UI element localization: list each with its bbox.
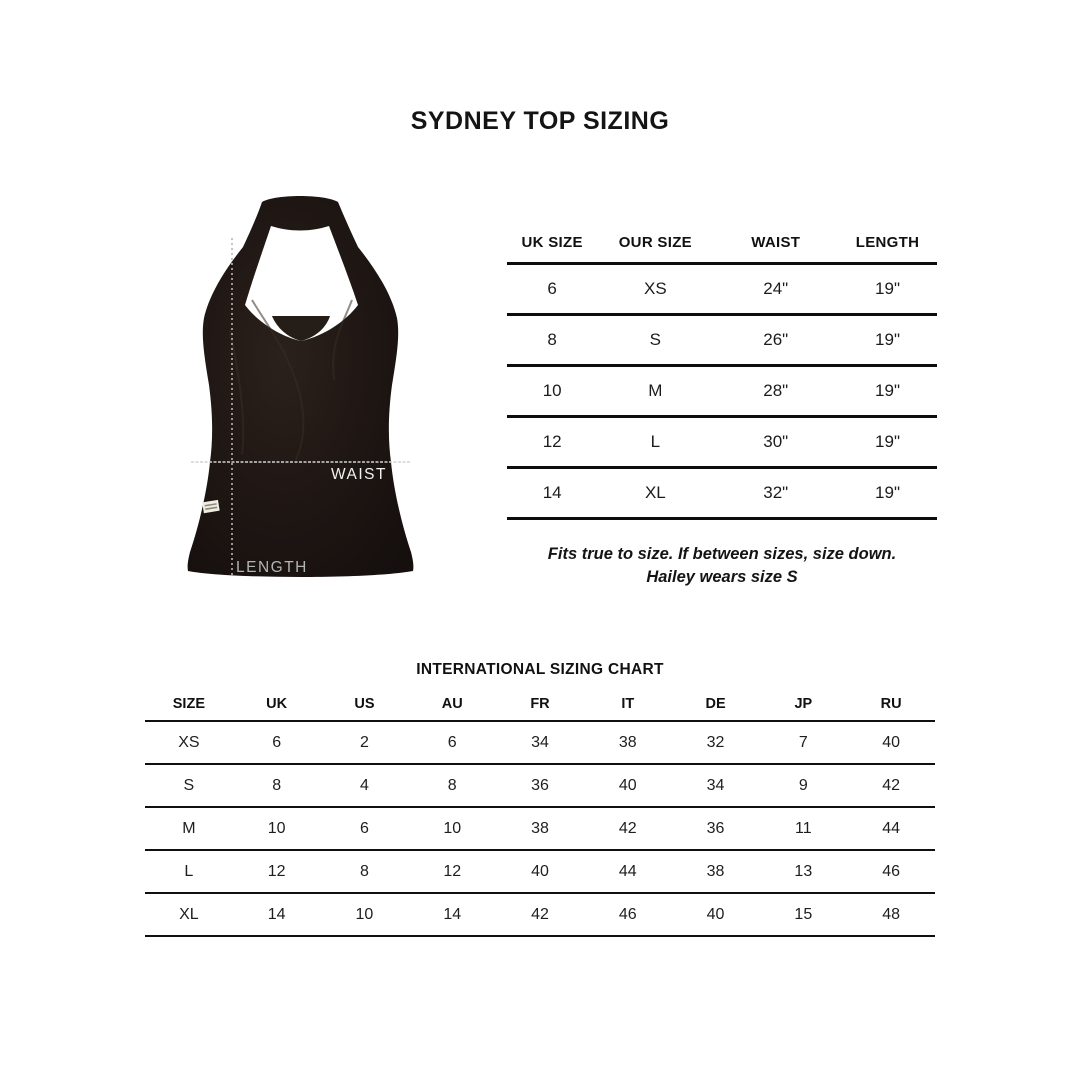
table-cell: 12: [267, 862, 286, 880]
table-cell: 44: [618, 862, 637, 880]
table-cell: 40: [531, 862, 549, 880]
table-cell: 19": [875, 483, 900, 502]
table-cell: 19": [875, 330, 900, 349]
table-cell: 40: [618, 776, 637, 794]
table-cell: 42: [531, 905, 549, 923]
column-header: DE: [705, 696, 726, 712]
column-header: OUR SIZE: [618, 233, 692, 251]
table-cell: 28": [763, 381, 789, 400]
table-cell: XL: [179, 905, 199, 923]
table-cell: 36: [531, 776, 549, 794]
table-cell: 6: [547, 279, 557, 298]
size-table: [507, 222, 937, 520]
table-row: [507, 418, 937, 469]
table-cell: 32": [763, 483, 789, 502]
table-row: [507, 316, 937, 367]
table-cell: 12: [443, 862, 462, 880]
column-header: UK SIZE: [521, 233, 583, 251]
column-header: IT: [621, 696, 635, 712]
table-cell: 14: [443, 905, 462, 923]
international-size-table: [145, 688, 935, 937]
table-cell: 24": [763, 279, 789, 298]
halter-top-illustration: [178, 190, 420, 584]
table-cell: 34: [706, 776, 725, 794]
table-cell: XL: [644, 483, 666, 502]
table-cell: 46: [618, 905, 637, 923]
column-header: RU: [880, 696, 902, 712]
table-row: [145, 894, 935, 937]
table-cell: 6: [447, 733, 457, 751]
table-cell: 34: [531, 733, 549, 751]
international-chart-title: INTERNATIONAL SIZING CHART: [416, 661, 664, 678]
column-header: AU: [441, 696, 463, 712]
table-cell: 4: [359, 776, 369, 794]
table-cell: L: [650, 432, 661, 451]
table-cell: 38: [706, 862, 725, 880]
table-cell: XS: [178, 733, 200, 751]
table-cell: M: [648, 381, 663, 400]
garment-silhouette: [188, 196, 414, 577]
table-cell: 8: [272, 776, 282, 794]
table-row: [145, 765, 935, 808]
column-header: US: [354, 696, 375, 712]
table-cell: 6: [359, 819, 369, 837]
column-header: FR: [530, 696, 550, 712]
table-cell: 8: [447, 776, 457, 794]
table-cell: 10: [355, 905, 374, 923]
column-header: SIZE: [172, 696, 205, 712]
table-row: [507, 265, 937, 316]
table-cell: 40: [882, 733, 900, 751]
table-cell: 8: [547, 330, 557, 349]
table-cell: 42: [882, 776, 900, 794]
table-row: [145, 722, 935, 765]
table-cell: 9: [798, 776, 808, 794]
table-cell: 30": [763, 432, 789, 451]
column-header: JP: [794, 696, 813, 712]
table-cell: 12: [542, 432, 562, 451]
fit-note-line2: Hailey wears size S: [646, 568, 798, 586]
size_table-header-row: [507, 222, 937, 265]
product-image-halter-top: [178, 190, 420, 584]
table-cell: 38: [618, 733, 637, 751]
table-cell: S: [183, 776, 195, 794]
fit-note-line1: Fits true to size. If between sizes, size down.: [547, 545, 897, 563]
table-cell: 14: [267, 905, 286, 923]
table-cell: 44: [882, 819, 900, 837]
table-cell: 26": [763, 330, 789, 349]
table-cell: M: [182, 819, 196, 837]
table-cell: 48: [882, 905, 900, 923]
international_chart-header-row: [145, 688, 935, 722]
table-cell: 10: [443, 819, 462, 837]
column-header: WAIST: [751, 233, 801, 251]
table-cell: S: [649, 330, 662, 349]
column-header: UK: [266, 696, 288, 712]
table-row: [507, 469, 937, 520]
table-cell: 46: [882, 862, 900, 880]
table-row: [145, 808, 935, 851]
waist-measure-label: WAIST: [330, 466, 387, 483]
table-cell: 13: [794, 862, 813, 880]
table-cell: 19": [875, 279, 900, 298]
table-cell: 19": [875, 432, 900, 451]
table-cell: 42: [618, 819, 637, 837]
table-cell: L: [184, 862, 194, 880]
column-header: LENGTH: [855, 233, 920, 251]
table-cell: XS: [644, 279, 667, 298]
table-cell: 15: [794, 905, 813, 923]
page-title: SYDNEY TOP SIZING: [410, 107, 670, 135]
table-cell: 40: [706, 905, 725, 923]
length-measure-label: LENGTH: [236, 559, 308, 576]
table-cell: 11: [795, 819, 812, 837]
table-cell: 36: [706, 819, 725, 837]
table-cell: 8: [359, 862, 369, 880]
table-cell: 32: [706, 733, 725, 751]
table-cell: 7: [798, 733, 808, 751]
table-cell: 38: [531, 819, 549, 837]
table-cell: 19": [875, 381, 900, 400]
table-cell: 10: [542, 381, 562, 400]
table-row: [507, 367, 937, 418]
fit-note: [497, 543, 947, 589]
table-cell: 2: [359, 733, 369, 751]
table-cell: 6: [272, 733, 282, 751]
table-cell: 10: [267, 819, 286, 837]
table-row: [145, 851, 935, 894]
table-cell: 14: [542, 483, 562, 502]
